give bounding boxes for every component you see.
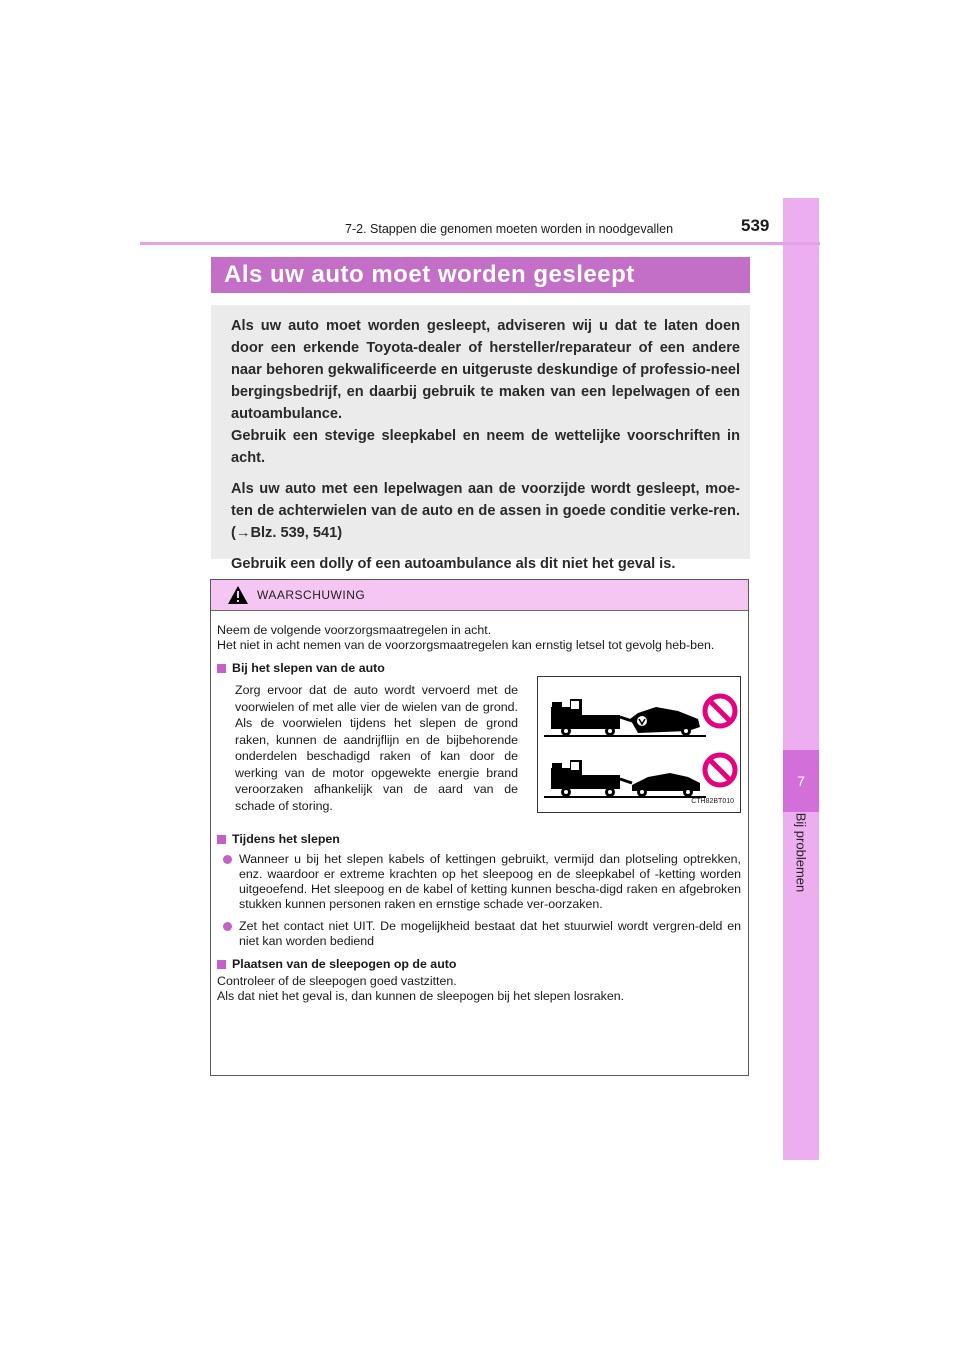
chapter-number-tab[interactable] [783, 750, 819, 812]
section-title: Plaatsen van de sleepogen op de auto [232, 957, 457, 971]
warning-intro: Neem de volgende voorzorgsmaatregelen in acht. Het niet in acht nemen van de voorzorgsmaatregelen kan ernstig letsel tot gevolg heb-ben. [217, 623, 715, 652]
square-bullet-icon [217, 664, 226, 673]
towing-section [217, 682, 741, 814]
list-item [223, 919, 741, 949]
intro-paragraph: Als uw auto met een lepelwagen aan de voorzijde wordt gesleept, moe-ten de achterwielen van de auto en de assen in goede conditie verke-ren. (→Blz. 539, 541) [231, 481, 740, 541]
square-bullet-icon [217, 835, 226, 844]
chapter-side-tab [783, 198, 819, 1160]
tow-truck-illustration [538, 677, 740, 812]
section-text: Controleer of de sleepogen goed vastzitten. Als dat niet het geval is, dan kunnen de sleepogen bij het slepen losraken. [217, 974, 625, 1003]
section-heading [217, 661, 741, 676]
section-heading [217, 832, 741, 847]
warning-body [211, 611, 748, 1004]
chapter-label-container [783, 812, 819, 892]
intro-paragraph: Als uw auto moet worden gesleept, adviseren wij u dat te laten doen door een erkende Toyota-dealer of hersteller/reparateur of een andere naar behoren gekwalificeerde en uitgeruste deskundige of professio-neel bergingsbedrijf, en daarbij gebruik te maken van een lepelwagen of een autoambulance. Gebruik een stevige sleepkabel en neem de wettelijke voorschriften in acht. [231, 318, 740, 466]
warning-box [210, 579, 749, 1076]
intro-box [211, 305, 750, 572]
warning-header [211, 580, 748, 611]
list-item-text: Wanneer u bij het slepen kabels of kettingen gebruikt, vermijd dan plotseling optrekken, enz. waardoor er extreme krachten op het sleepoog en de sleepkabel of -ketting worden uitgeoefend. Het sleepoog en de kabel of ketting kunnen bescha-digd raken en afgebroken stukken kunnen personen raken en ernstige schade ver-oorzaken. [239, 852, 741, 911]
towing-text: Zorg ervoor dat de auto wordt vervoerd met de voorwielen of met alle vier de wielen van de grond. Als de voorwielen tijdens het slepen de grond raken, kunnen de aandrijflijn en de bijbehorende onderdelen beschadigd raken of kan door de werking van de motor opgewekte energie brand veroorzaken afhankelijk van de aard van de schade of storing. [235, 683, 518, 813]
square-bullet-icon [217, 960, 226, 969]
title-bar [211, 257, 750, 293]
section-heading [217, 957, 741, 972]
section-title: Tijdens het slepen [232, 832, 340, 846]
warning-triangle-icon [227, 585, 249, 605]
towing-illustration [537, 676, 741, 813]
header-rule [140, 242, 820, 245]
page-number: 539 [741, 216, 770, 235]
section-header: 7-2. Stappen die genomen moeten worden in noodgevallen [345, 222, 674, 236]
chapter-number: 7 [797, 773, 805, 789]
warning-heading: WAARSCHUWING [257, 588, 366, 602]
list-item [223, 852, 741, 912]
figure-caption: CTH82BT010 [691, 798, 734, 805]
intro-paragraph: Gebruik een dolly of een autoambulance als dit niet het geval is. [231, 556, 676, 572]
chapter-label: Bij problemen [793, 812, 809, 892]
page-title: Als uw auto moet worden gesleept [224, 261, 635, 288]
round-bullet-icon [223, 855, 232, 864]
round-bullet-icon [223, 922, 232, 931]
section-title: Bij het slepen van de auto [232, 661, 385, 675]
list-item-text: Zet het contact niet UIT. De mogelijkheid bestaat dat het stuurwiel wordt vergren-deld en niet kan worden bediend [239, 919, 741, 948]
